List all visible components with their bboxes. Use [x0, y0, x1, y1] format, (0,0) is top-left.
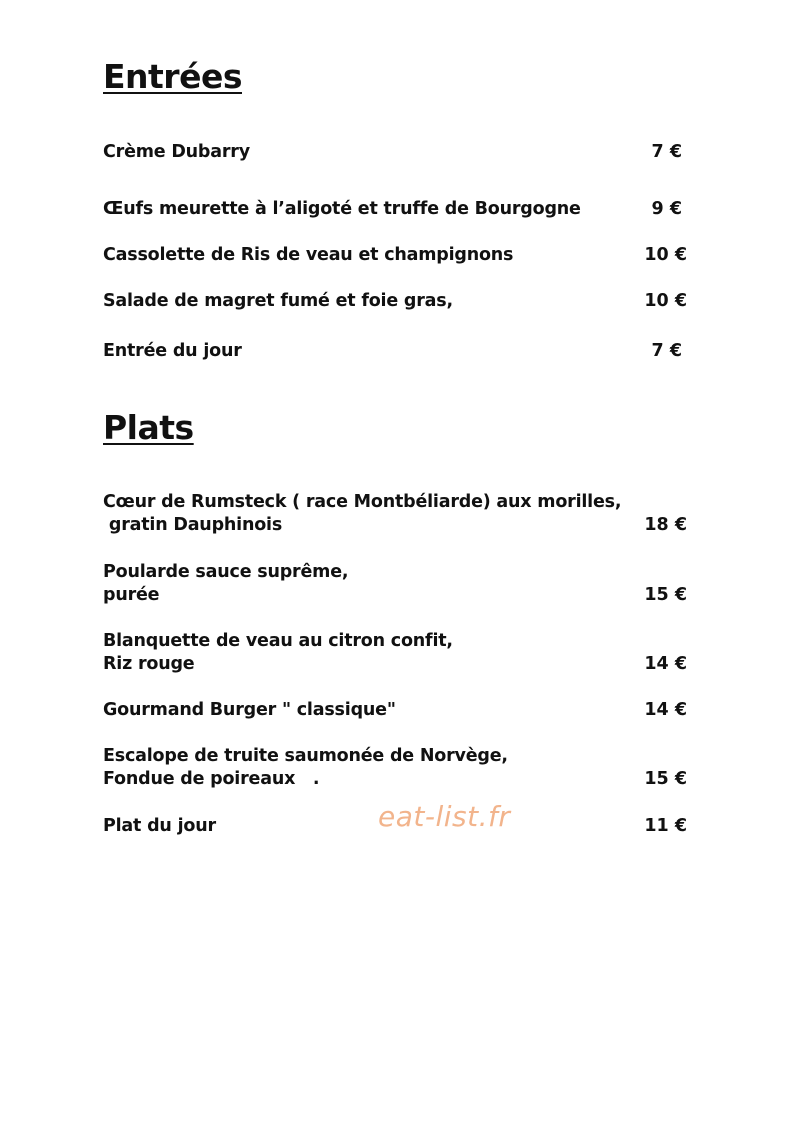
- plat-item-line: Riz rouge: [103, 654, 195, 674]
- plat-item-price: 14 €: [644, 700, 687, 720]
- plat-item-name: [103, 630, 453, 676]
- plat-item-line: Cœur de Rumsteck ( race Montbéliarde) aux morilles,: [103, 492, 622, 512]
- plat-item-line: Gourmand Burger " classique": [103, 700, 396, 720]
- entree-item-name: Salade de magret fumé et foie gras,: [103, 291, 453, 311]
- plats-heading: Plats: [103, 408, 194, 447]
- plat-item-price: 15 €: [644, 585, 687, 605]
- plat-item-name: [103, 745, 508, 791]
- entree-item-price: 10 €: [644, 291, 687, 311]
- entree-item-price: 7 €: [651, 341, 682, 361]
- plat-item-line: Escalope de truite saumonée de Norvège,: [103, 746, 508, 766]
- entree-item-price: 10 €: [644, 245, 687, 265]
- plat-item-name: [103, 561, 348, 607]
- plat-item-line: Blanquette de veau au citron confit,: [103, 631, 453, 651]
- plat-item-price: 15 €: [644, 769, 687, 789]
- entree-item-name: Entrée du jour: [103, 341, 242, 361]
- plat-item-name: [103, 699, 396, 722]
- plat-item-line: purée: [103, 585, 160, 605]
- entree-item-name: Œufs meurette à l’aligoté et truffe de Bourgogne: [103, 199, 581, 219]
- watermark: eat-list.fr: [378, 800, 511, 833]
- entree-item-name: Crème Dubarry: [103, 142, 250, 162]
- plat-item-line: Poularde sauce suprême,: [103, 562, 349, 582]
- plat-item-name: [103, 815, 216, 838]
- plat-item-price: 14 €: [644, 654, 687, 674]
- plat-item-price: 11 €: [644, 816, 687, 836]
- plat-item-line: Plat du jour: [103, 816, 216, 836]
- entree-item-price: 7 €: [651, 142, 682, 162]
- entrees-heading: Entrées: [103, 57, 242, 96]
- plat-item-price: 18 €: [644, 515, 687, 535]
- plat-item-name: [103, 491, 621, 537]
- entree-item-price: 9 €: [651, 199, 682, 219]
- plat-item-line: gratin Dauphinois: [103, 515, 283, 535]
- entree-item-name: Cassolette de Ris de veau et champignons: [103, 245, 514, 265]
- plat-item-line: Fondue de poireaux .: [103, 769, 320, 789]
